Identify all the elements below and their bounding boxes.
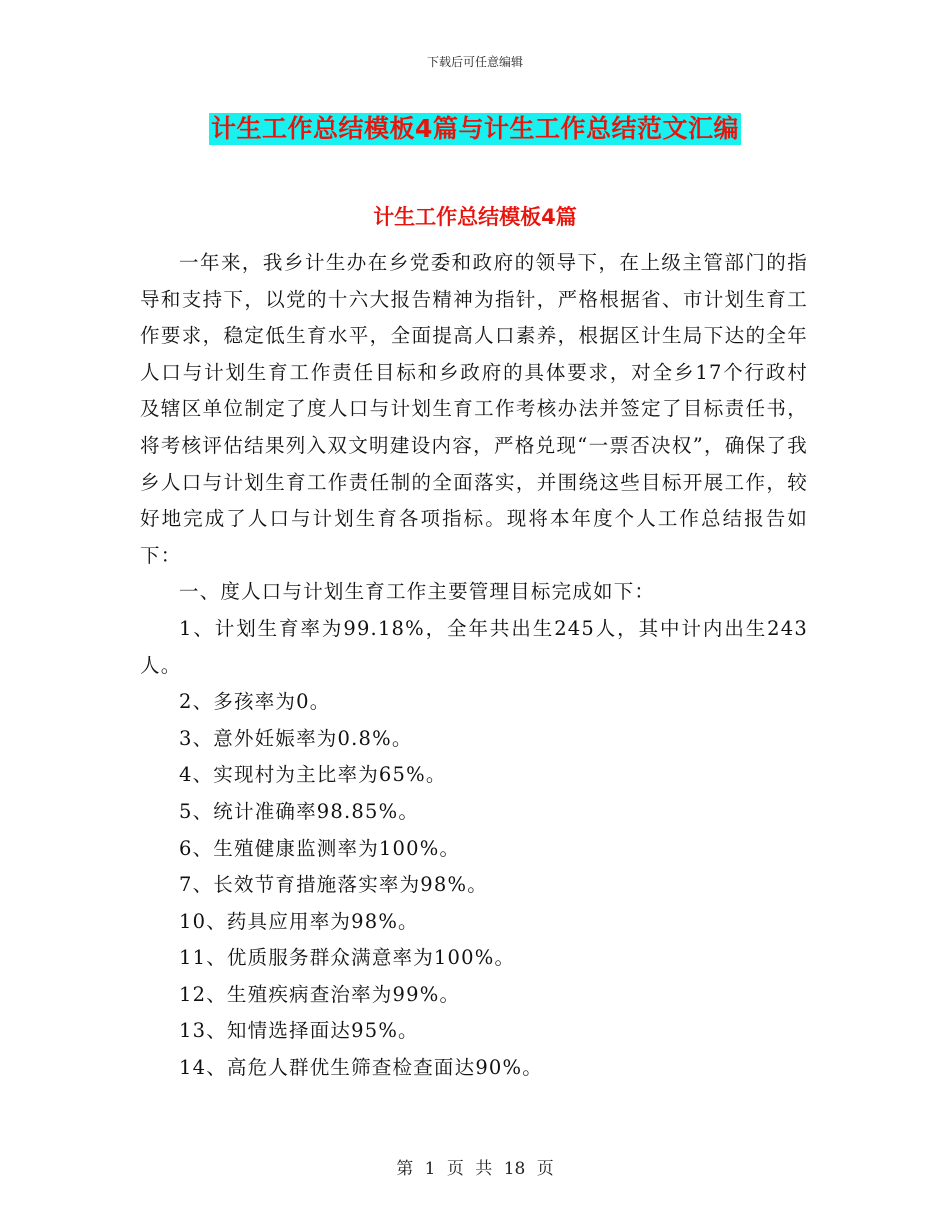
section-heading: 一、度人口与计划生育工作主要管理目标完成如下： bbox=[179, 580, 656, 604]
list-item: 5、统计准确率98.85%。 bbox=[179, 799, 420, 823]
list-item: 3、意外妊娠率为0.8%。 bbox=[179, 726, 413, 750]
list-item: 7、长效节育措施落实率为98%。 bbox=[179, 873, 488, 897]
main-title-container bbox=[0, 113, 950, 145]
list-item: 4、实现村为主比率为65%。 bbox=[179, 763, 447, 787]
list-item: 10、药具应用率为98%。 bbox=[179, 909, 419, 933]
list-item: 13、知情选择面达95%。 bbox=[179, 1019, 419, 1043]
main-title: 计生工作总结模板4篇与计生工作总结范文汇编 bbox=[211, 114, 739, 143]
list-item: 1、计划生育率为99.18%，全年共出生245人，其中计内出生243人。 bbox=[140, 616, 808, 677]
list-item: 2、多孩率为0。 bbox=[179, 690, 331, 714]
page-footer-number: 第 1 页 共 18 页 bbox=[396, 1159, 554, 1179]
document-body bbox=[140, 245, 808, 1087]
list-item: 14、高危人群优生筛查检查面达90%。 bbox=[179, 1056, 543, 1080]
intro-paragraph: 一年来，我乡计生办在乡党委和政府的领导下，在上级主管部门的指导和支持下，以党的十六大报告精神为指针，严格根据省、市计划生育工作要求，稳定低生育水平，全面提高人口素养，根据区计生局下达的全年人口与计划生育工作责任目标和乡政府的具体要求，对全乡17个行政村及辖区单位制定了度人口与计划生育工作考核办法并签定了目标责任书，将考核评估结果列入双文明建设内容，严格兑现“一票否决权”，确保了我乡人口与计划生育工作责任制的全面落实，并围绕这些目标开展工作，较好地完成了人口与计划生育各项指标。现将本年度个人工作总结报告如下： bbox=[140, 251, 808, 567]
page-header-note: 下载后可任意编辑 bbox=[426, 55, 523, 69]
section-title: 计生工作总结模板4篇 bbox=[373, 205, 577, 229]
list-item: 6、生殖健康监测率为100%。 bbox=[179, 836, 461, 860]
list-item: 12、生殖疾病查治率为99%。 bbox=[179, 982, 461, 1006]
list-item: 11、优质服务群众满意率为100%。 bbox=[179, 946, 516, 970]
